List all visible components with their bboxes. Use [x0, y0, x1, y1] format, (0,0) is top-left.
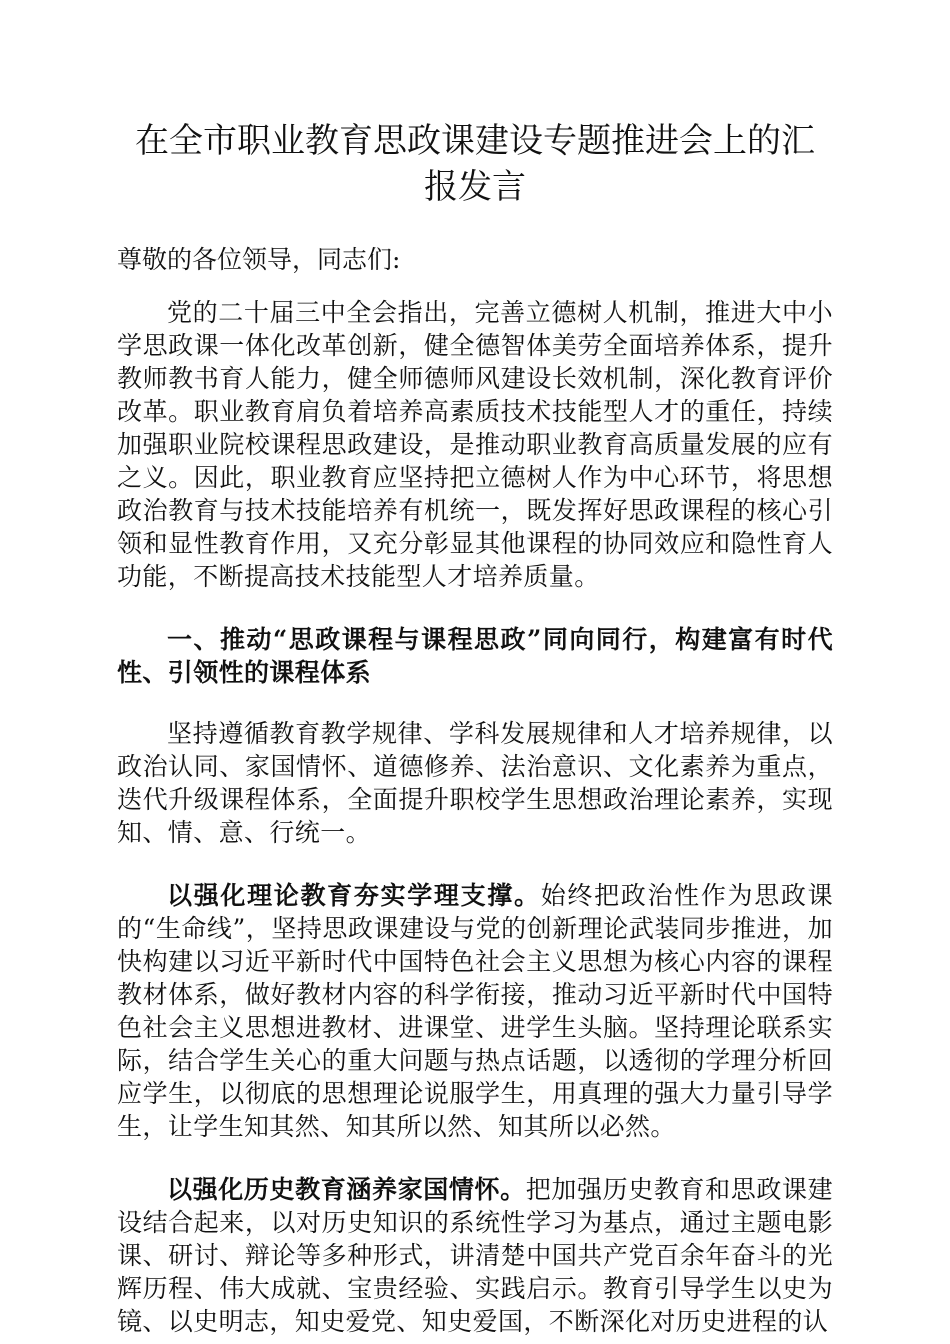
section-1-paragraph: 坚持遵循教育教学规律、学科发展规律和人才培养规律，以政治认同、家国情怀、道德修养、法治意识、文化素养为重点，迭代升级课程体系，全面提升职校学生思想政治理论素养，实现知、情、意、行统一。 [117, 719, 833, 847]
point-1-body: 始终把政治性作为思政课的“生命线”，坚持思政课建设与党的创新理论武装同步推进，加快构建以习近平新时代中国特色社会主义思想为核心内容的课程教材体系，做好教材内容的科学衔接，推动习近平新时代中国特色社会主义思想进教材、进课堂、进学生头脑。坚持理论联系实际，结合学生关心的重大问题与热点话题，以透彻的学理分析回应学生，以彻底的思想理论说服学生，用真理的强大力量引导学生，让学生知其然、知其所以然、知其所以必然。 [117, 881, 833, 1141]
point-2-paragraph [117, 1173, 833, 1338]
point-2-body: 把加强历史教育和思政课建设结合起来，以对历史知识的系统性学习为基点，通过主题电影课、研讨、辩论等多种形式，讲清楚中国共产党百余年奋斗的光辉历程、伟大成就、宝贵经验、实践启示。教育引导学生以史为镜、以史明志，知史爱党、知史爱国，不断深化对历史进程的认 [117, 1175, 833, 1336]
point-1-paragraph [117, 879, 833, 1143]
point-2-lead: 以强化历史教育涵养家国情怀。 [167, 1175, 526, 1204]
salutation: 尊敬的各位领导，同志们: [117, 245, 401, 274]
point-1-lead: 以强化理论教育夯实学理支撑。 [167, 881, 541, 910]
intro-paragraph: 党的二十届三中全会指出，完善立德树人机制，推进大中小学思政课一体化改革创新，健全德智体美劳全面培养体系，提升教师教书育人能力，健全师德师风建设长效机制，深化教育评价改革。职业教育肩负着培养高素质技术技能型人才的重任，持续加强职业院校课程思政建设，是推动职业教育高质量发展的应有之义。因此，职业教育应坚持把立德树人作为中心环节，将思想政治教育与技术技能培养有机统一，既发挥好思政课程的核心引领和显性教育作用，又充分彰显其他课程的协同效应和隐性育人功能，不断提高技术技能型人才培养质量。 [117, 298, 833, 591]
title-line-1: 在全市职业教育思政课建设专题推进会上的汇 [135, 121, 815, 161]
section-1-heading: 一、推动“思政课程与课程思政”同向同行，构建富有时代性、引领性的课程体系 [117, 625, 833, 687]
document-page [117, 118, 833, 1338]
document-title [117, 118, 833, 210]
title-line-2: 报发言 [424, 167, 526, 207]
